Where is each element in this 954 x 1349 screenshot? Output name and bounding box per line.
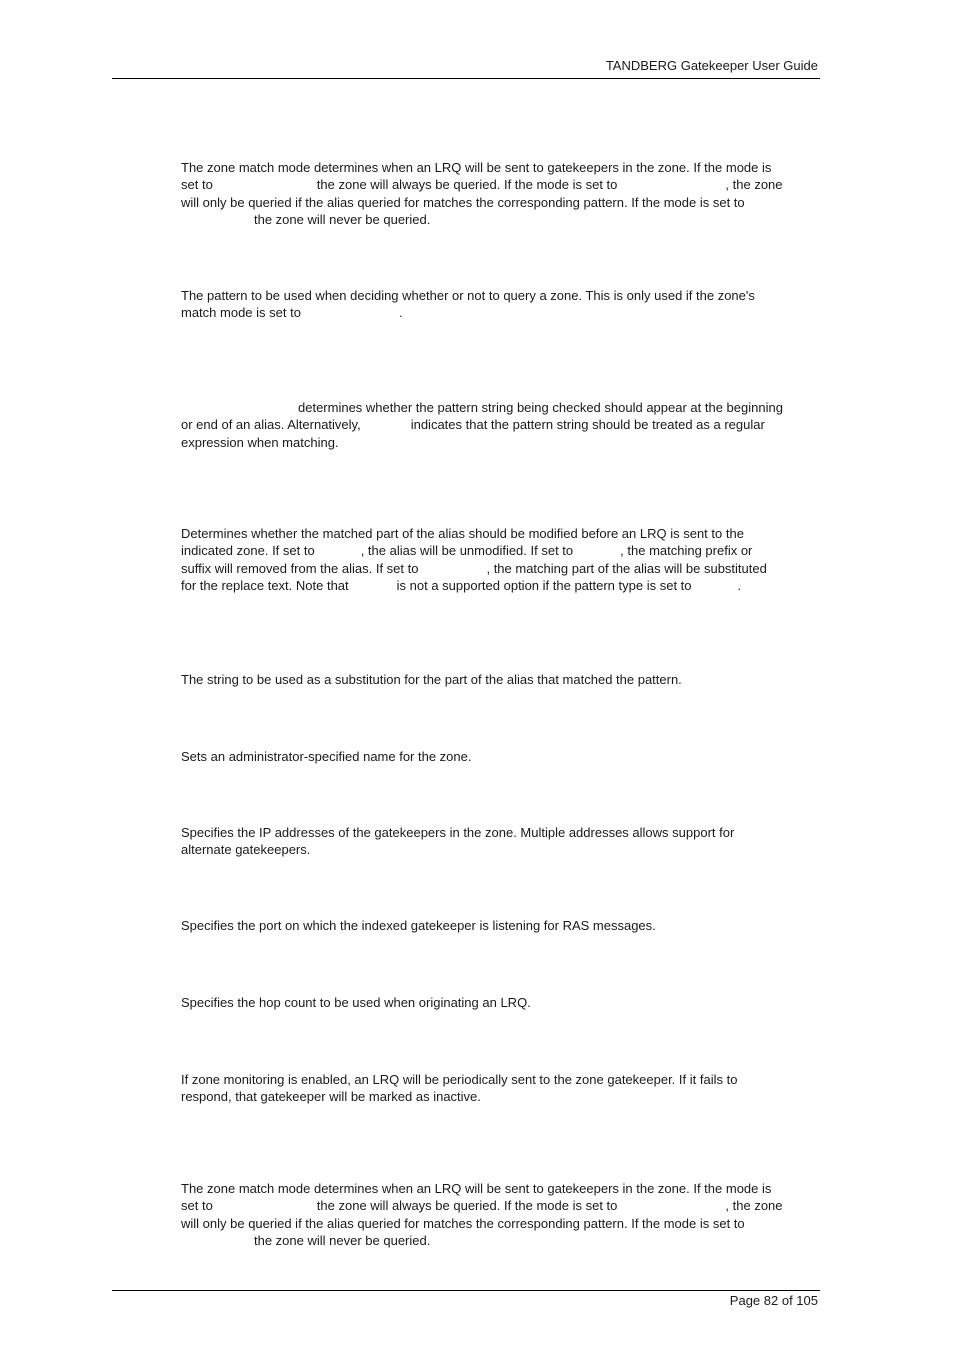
match-mode-description-repeat bbox=[181, 1180, 821, 1249]
text-line bbox=[181, 176, 821, 193]
text-line bbox=[181, 211, 821, 228]
text-line: will only be queried if the alias queried for matches the corresponding pattern. If the mode is set to bbox=[181, 1215, 745, 1231]
pattern-behavior-description bbox=[181, 525, 821, 594]
pattern-string-description bbox=[181, 287, 821, 322]
replace-string-description bbox=[181, 671, 821, 688]
text-fragment: suffix will removed from the alias. If set to bbox=[181, 560, 419, 576]
text-fragment: match mode is set to bbox=[181, 305, 301, 321]
text-line: The pattern to be used when deciding whether or not to query a zone. This is only used if the zone's bbox=[181, 288, 755, 303]
footer-divider bbox=[112, 1290, 820, 1291]
text-fragment: or end of an alias. Alternatively, bbox=[181, 417, 361, 433]
text-fragment: the zone will always be queried. If the mode is set to bbox=[316, 1198, 618, 1214]
text-fragment: , the matching prefix or bbox=[620, 543, 753, 559]
text-line: Determines whether the matched part of the alias should be modified before an LRQ is sent to the bbox=[181, 526, 744, 541]
text-line bbox=[181, 304, 821, 321]
match-mode-description bbox=[181, 159, 821, 228]
pattern-type-description bbox=[181, 399, 821, 451]
text-line: respond, that gatekeeper will be marked as inactive. bbox=[181, 1089, 481, 1105]
text-line: The zone match mode determines when an LRQ will be sent to gatekeepers in the zone. If the mode is bbox=[181, 1181, 772, 1196]
monitor-description bbox=[181, 1071, 821, 1106]
text-line: will only be queried if the alias queried for matches the corresponding pattern. If the mode is set to bbox=[181, 194, 745, 210]
text-line bbox=[181, 1197, 821, 1214]
text-fragment: , the alias will be unmodified. If set to bbox=[360, 543, 574, 559]
header-divider bbox=[112, 78, 820, 79]
text-line bbox=[181, 399, 821, 416]
text-fragment: the zone will never be queried. bbox=[254, 1232, 431, 1248]
text-line: Specifies the port on which the indexed gatekeeper is listening for RAS messages. bbox=[181, 918, 656, 933]
text-line bbox=[181, 560, 821, 577]
text-line: The zone match mode determines when an LRQ will be sent to gatekeepers in the zone. If the mode is bbox=[181, 160, 772, 175]
text-fragment: the zone will never be queried. bbox=[254, 211, 431, 227]
text-fragment: the zone will always be queried. If the mode is set to bbox=[316, 177, 618, 193]
document-title: TANDBERG Gatekeeper User Guide bbox=[605, 58, 818, 73]
text-fragment: determines whether the pattern string being checked should appear at the beginning bbox=[298, 400, 783, 415]
text-fragment: , the zone bbox=[725, 1198, 783, 1214]
text-line: The string to be used as a substitution for the part of the alias that matched the pattern. bbox=[181, 672, 682, 687]
text-fragment: indicated zone. If set to bbox=[181, 543, 315, 559]
text-line: Specifies the IP addresses of the gatekeepers in the zone. Multiple addresses allows support for bbox=[181, 825, 735, 840]
text-fragment: indicates that the pattern string should be treated as a regular bbox=[410, 417, 765, 433]
text-fragment: for the replace text. Note that bbox=[181, 577, 349, 593]
text-line: alternate gatekeepers. bbox=[181, 842, 311, 858]
text-fragment: set to bbox=[181, 1198, 213, 1214]
text-line: Sets an administrator-specified name for the zone. bbox=[181, 749, 472, 764]
text-line bbox=[181, 1232, 821, 1249]
port-description bbox=[181, 917, 821, 934]
text-fragment: is not a supported option if the pattern type is set to bbox=[396, 577, 692, 593]
hop-count-description bbox=[181, 994, 821, 1011]
text-line: expression when matching. bbox=[181, 434, 339, 450]
ip-addresses-description bbox=[181, 824, 821, 859]
text-fragment: , the zone bbox=[725, 177, 783, 193]
text-fragment: , the matching part of the alias will be substituted bbox=[486, 560, 767, 576]
page-number: Page 82 of 105 bbox=[729, 1293, 818, 1308]
text-line: If zone monitoring is enabled, an LRQ will be periodically sent to the zone gatekeeper. If it fails to bbox=[181, 1072, 738, 1087]
text-fragment: . bbox=[398, 305, 403, 321]
text-line bbox=[181, 416, 821, 433]
text-fragment: . bbox=[737, 577, 742, 593]
text-line bbox=[181, 542, 821, 559]
text-line: Specifies the hop count to be used when originating an LRQ. bbox=[181, 995, 531, 1010]
zone-name-description bbox=[181, 748, 821, 765]
text-fragment: set to bbox=[181, 177, 213, 193]
text-line bbox=[181, 577, 821, 594]
